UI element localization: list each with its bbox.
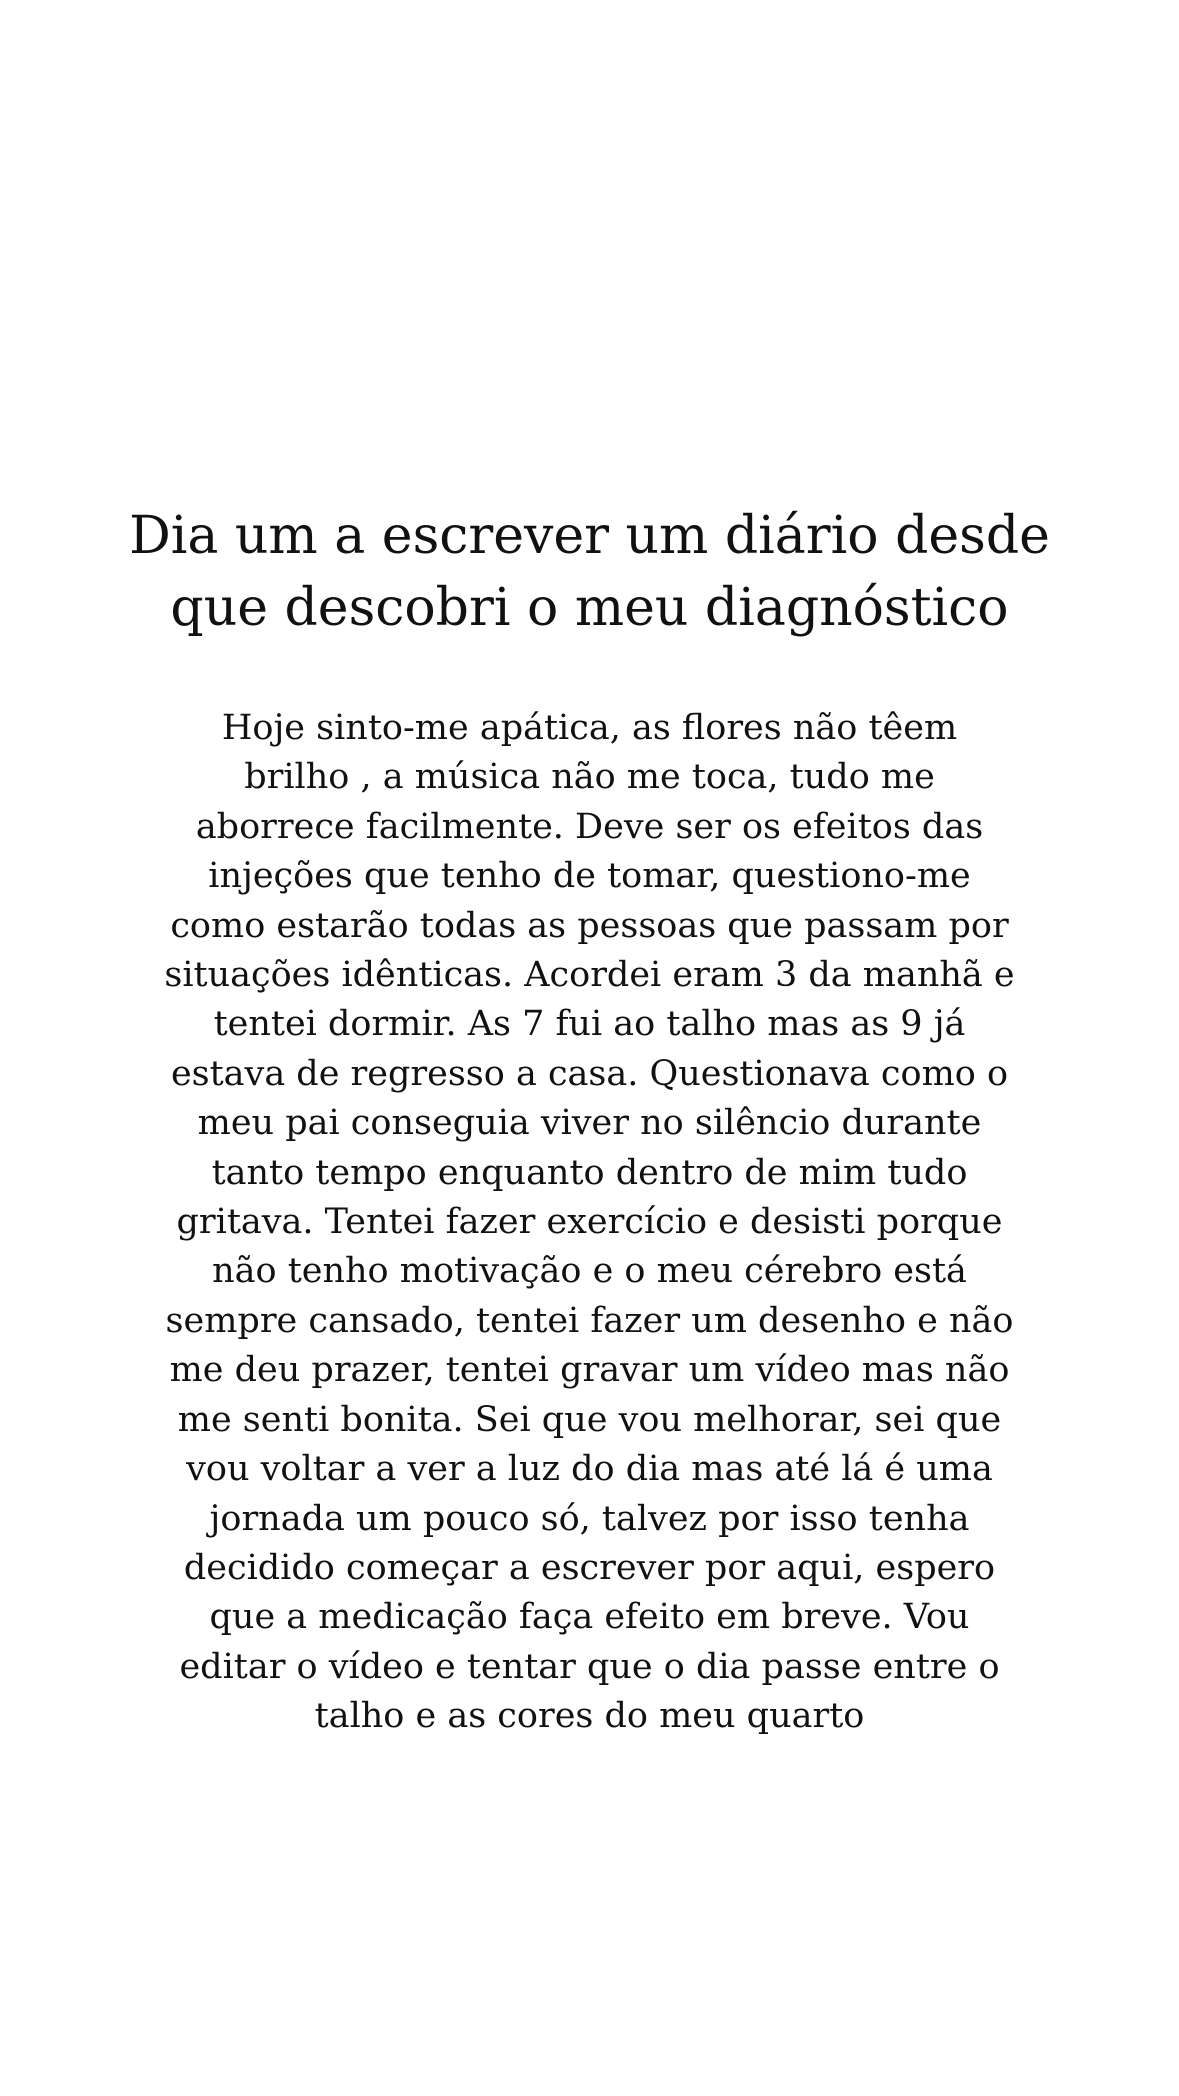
title-line: que descobri o meu diagnóstico (170, 578, 1009, 638)
body-line: me senti bonita. Sei que vou melhorar, sei que (177, 1399, 1002, 1440)
body-line: sempre cansado, tentei fazer um desenho e não (165, 1300, 1014, 1341)
body-line: tanto tempo enquanto dentro de mim tudo (211, 1152, 968, 1193)
body-line: gritava. Tentei fazer exercício e desisti porque (176, 1202, 1003, 1243)
body-line: talho e as cores do meu quarto (314, 1696, 865, 1737)
title-line: Dia um a escrever um diário desde (129, 506, 1050, 566)
body-line: aborrece facilmente. Deve ser os efeitos das (195, 806, 984, 847)
body-line: vou voltar a ver a luz do dia mas até lá é uma (186, 1449, 993, 1490)
body-line: editar o vídeo e tentar que o dia passe entre o (179, 1646, 1000, 1687)
body-line: situações idênticas. Acordei eram 3 da manhã e (164, 955, 1015, 996)
body-line: decidido começar a escrever por aqui, espero (183, 1547, 996, 1588)
diary-entry-text (120, 704, 1059, 1742)
diary-title (100, 500, 1079, 644)
body-line: me deu prazer, tentei gravar um vídeo mas não (169, 1350, 1010, 1391)
body-line: como estarão todas as pessoas que passam por (170, 905, 1009, 946)
body-line: jornada um pouco só, talvez por isso tenha (209, 1498, 970, 1539)
body-line: estava de regresso a casa. Questionava como o (170, 1053, 1009, 1094)
body-line: meu pai conseguia viver no silêncio durante (197, 1103, 982, 1144)
body-line: brilho , a música não me toca, tudo me (244, 757, 935, 798)
body-line: Hoje sinto-me apática, as flores não têem (221, 708, 958, 748)
body-line: injeções que tenho de tomar, questiono-me (208, 856, 971, 897)
body-line: tentei dormir. As 7 fui ao talho mas as 9 já (213, 1004, 966, 1045)
body-line: não tenho motivação e o meu cérebro está (212, 1251, 967, 1292)
body-line: que a medicação faça efeito em breve. Vou (209, 1597, 970, 1638)
